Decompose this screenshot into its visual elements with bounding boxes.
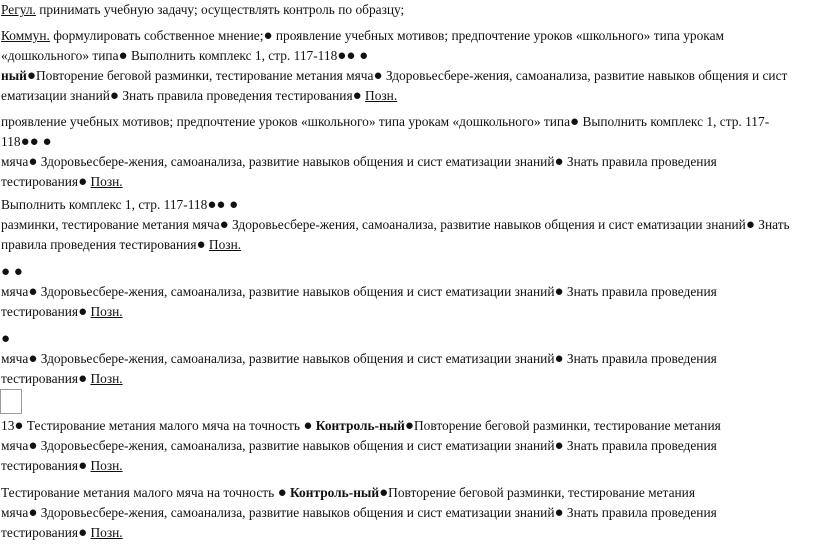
underlined-term: Позн. [90, 458, 123, 473]
bullet-icon: ● [28, 438, 38, 454]
text-line [1, 46, 368, 66]
text-run: тестирования [1, 304, 79, 319]
text-line [1, 235, 241, 255]
bullet-icon: ●● ● [207, 197, 239, 213]
bullet-icon: ● [219, 217, 229, 233]
underlined-term: Коммун. [1, 28, 50, 43]
text-line [1, 215, 790, 235]
bullet-icon: ● [554, 154, 564, 170]
text-line [1, 523, 123, 543]
text-line [1, 416, 721, 436]
text-run: Тестирование метания малого мяча на точность [1, 485, 278, 500]
bullet-icon: ● ● [1, 264, 23, 280]
text-run: Здоровьесбере-жения, самоанализа, развитие навыков общения и сист [382, 68, 788, 83]
text-line [1, 503, 717, 523]
bullet-icon: ● [745, 217, 755, 233]
text-run: проявление учебных мотивов; предпочтение уроков «школьного» типа урокам «дошкольного» типа [1, 114, 571, 129]
underlined-term: Позн. [365, 88, 398, 103]
text-line [1, 26, 724, 46]
text-run: Здоровьесбере-жения, самоанализа, развитие навыков общения и сист ематизации знаний [37, 154, 555, 169]
text-run: Выполнить комплекс 1, стр. 117- [579, 114, 770, 129]
text-line [1, 262, 23, 282]
empty-table-cell [0, 389, 22, 414]
text-run: тестирования [1, 525, 79, 540]
text-run: Выполнить комплекс 1, стр. 117-118 [1, 197, 208, 212]
text-run: правила проведения тестирования [1, 237, 197, 252]
bold-term: Контроль-ный [290, 485, 380, 500]
bold-term: Контроль-ный [315, 418, 405, 433]
bullet-icon: ● [1, 331, 11, 347]
text-run: Знать [754, 217, 790, 232]
bullet-icon: ● [28, 351, 38, 367]
bullet-icon: ● [109, 88, 119, 104]
text-run: Здоровьесбере-жения, самоанализа, развитие навыков общения и сист ематизации знаний [37, 505, 555, 520]
text-line [1, 329, 10, 349]
bullet-icon: ● [78, 371, 88, 387]
underlined-term: Позн. [90, 371, 123, 386]
text-run: проявление учебных мотивов; предпочтение уроков «школьного» типа урокам [272, 28, 725, 43]
bullet-icon: ●● ● [20, 134, 52, 150]
bullet-icon: ● [570, 114, 580, 130]
bullet-icon: ● [263, 28, 273, 44]
bullet-icon: ● [404, 418, 414, 434]
text-line [1, 112, 769, 132]
text-run: мяча [1, 351, 29, 366]
text-run: Здоровьесбере-жения, самоанализа, развитие навыков общения и сист ематизации знаний [37, 351, 555, 366]
bullet-icon: ● [78, 525, 88, 541]
text-run: Тестирование метания малого мяча на точность [23, 418, 304, 433]
bullet-icon: ● [196, 237, 206, 253]
underlined-term: Позн. [90, 304, 123, 319]
text-run: мяча [1, 284, 29, 299]
text-run: Здоровьесбере-жения, самоанализа, развитие навыков общения и сист ематизации знаний [228, 217, 746, 232]
text-run: тестирования [1, 458, 79, 473]
text-run: «дошкольного» типа [1, 48, 119, 63]
text-run: Повторение беговой разминки, тестирование метания [388, 485, 696, 500]
text-run: мяча [1, 505, 29, 520]
text-line [1, 369, 123, 389]
text-line [1, 282, 717, 302]
text-run: Выполнить комплекс 1, стр. 117-118 [127, 48, 338, 63]
text-run: формулировать собственное мнение; [49, 28, 264, 43]
text-run: Знать правила проведения [563, 505, 717, 520]
underlined-term: Позн. [208, 237, 242, 252]
text-run: Знать правила проведения [563, 154, 717, 169]
underlined-term: Позн. [90, 525, 123, 540]
text-run: Знать правила проведения тестирования [118, 88, 353, 103]
bullet-icon: ● [379, 485, 389, 501]
bullet-icon: ● [14, 418, 24, 434]
bullet-icon: ● [26, 68, 36, 84]
bullet-icon: ● [28, 284, 38, 300]
bullet-icon: ● [78, 304, 88, 320]
bullet-icon: ● [554, 505, 564, 521]
text-line [1, 195, 238, 215]
text-run: ематизации знаний [1, 88, 110, 103]
text-line [1, 172, 123, 192]
text-run: тестирования [1, 174, 79, 189]
text-run: принимать учебную задачу; осуществлять контроль по образцу; [35, 2, 405, 17]
text-line [1, 86, 397, 106]
bullet-icon: ● [277, 485, 287, 501]
text-line [1, 349, 717, 369]
bullet-icon: ● [28, 154, 38, 170]
bullet-icon: ● [78, 174, 88, 190]
bullet-icon: ● [554, 284, 564, 300]
bullet-icon: ● [118, 48, 128, 64]
text-run: Повторение беговой разминки, тестирование метания мяча [35, 68, 374, 83]
text-run: 118 [1, 134, 21, 149]
text-run: Повторение беговой разминки, тестирование метания [413, 418, 721, 433]
text-line [1, 0, 404, 20]
text-run: Здоровьесбере-жения, самоанализа, развитие навыков общения и сист ематизации знаний [37, 438, 555, 453]
bullet-icon: ● [303, 418, 313, 434]
text-line [1, 66, 787, 86]
text-line [1, 456, 123, 476]
text-run: Знать правила проведения [563, 284, 717, 299]
bullet-icon: ● [554, 438, 564, 454]
bullet-icon: ● [373, 68, 383, 84]
text-line [1, 132, 52, 152]
text-run: 13 [1, 418, 15, 433]
text-run: разминки, тестирование метания мяча [1, 217, 220, 232]
bullet-icon: ● [78, 458, 88, 474]
bullet-icon: ● [352, 88, 362, 104]
text-line [1, 152, 717, 172]
text-line [1, 302, 123, 322]
text-line [1, 436, 717, 456]
text-run: Здоровьесбере-жения, самоанализа, развитие навыков общения и сист ематизации знаний [37, 284, 555, 299]
bold-term: ный [1, 68, 27, 83]
text-run: мяча [1, 438, 29, 453]
bullet-icon: ●● ● [337, 48, 369, 64]
text-run: мяча [1, 154, 29, 169]
bullet-icon: ● [554, 351, 564, 367]
text-line [1, 483, 695, 503]
underlined-term: Регул. [1, 2, 36, 17]
underlined-term: Позн. [90, 174, 123, 189]
text-run: Знать правила проведения [563, 438, 717, 453]
bullet-icon: ● [28, 505, 38, 521]
text-run: тестирования [1, 371, 79, 386]
text-run: Знать правила проведения [563, 351, 717, 366]
